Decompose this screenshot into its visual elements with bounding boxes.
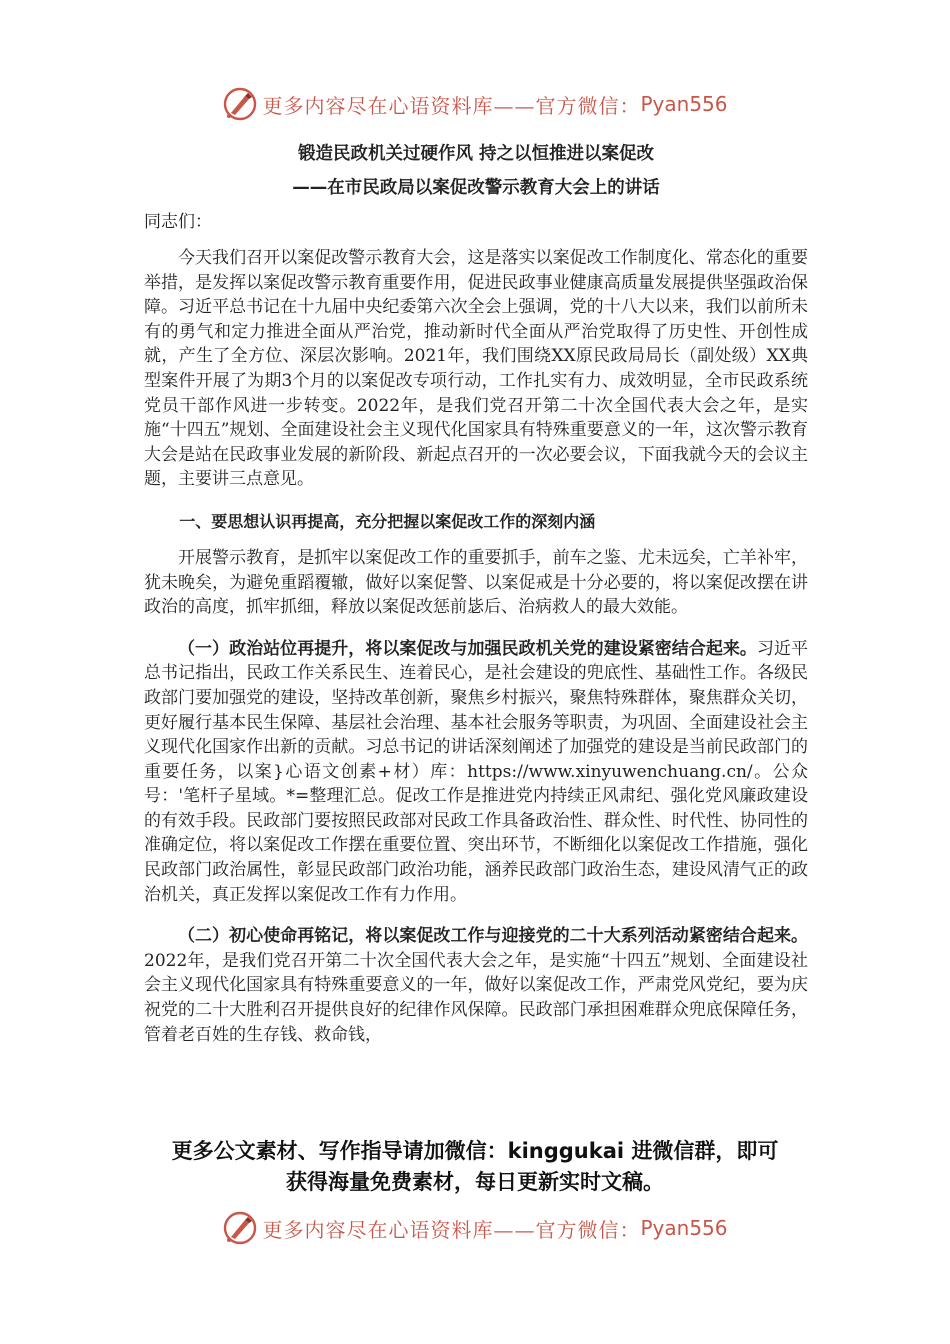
subsection-2-body: 2022年，是我们党召开第二十次全国代表大会之年，是实施“十四五”规划、全面建设社会主义现代化国家具有特殊重要意义的一年，做好以案促改工作，严肃党风党纪，要为庆祝党的二十大胜利召开提供良好的纪律作风保障。民政部门承担困难群众兜底保障任务，管着老百姓的生存钱、救命钱， <box>144 950 808 1045</box>
greeting: 同志们： <box>144 212 212 232</box>
subsection-1-lead: （一）政治站位再提升，将以案促改与加强民政机关党的建设紧密结合起来。 <box>178 638 757 659</box>
subsection-1-body: 习近平总书记指出，民政工作关系民生、连着民心，是社会建设的兜底性、基础性工作。各级民政部门要加强党的建设，坚持改革创新，聚焦乡村振兴，聚焦特殊群体，聚焦群众关切，更好履行基本民生保障、基层社会治理、基本社会服务等职责，为巩固、全面建设社会主义现代化国家作出新的贡献。习总书记的讲话深刻阐述了加强党的建设是当前民政部门的重要任务，以案}心语文创素+材）库：https://www.xinyuwenchuang.cn/。公众号：'笔杆子星域。*=整理汇总。促改工作是推进党内持续正风肃纪、强化党风廉政建设的有效手段。民政部门要按照民政部对民政工作具备政治性、群众性、时代性、协同性的准确定位，将以案促改工作摆在重要位置、突出环节，不断细化以案促改工作措施，强化民政部门政治属性，彰显民政部门政治功能，涵养民政部门政治生态，建设风清气正的政治机关，真正发挥以案促改工作有力作用。 <box>144 638 809 905</box>
section-1-paragraph: 开展警示教育，是抓牢以案促改工作的重要抓手，前车之鉴、尤未远矣，亡羊补牢，犹未晚矣，为避免重蹈覆辙，做好以案促警、以案促戒是十分必要的，将以案促改摆在讲政治的高度，抓牢抓细，释放以案促改惩前毖后、治病救人的最大效能。 <box>144 547 808 618</box>
document-body <box>144 138 808 1064</box>
banner-text: 更多内容尽在心语资料库——官方微信： <box>262 93 641 118</box>
pen-nib-logo-icon <box>222 1210 258 1246</box>
footer-banner <box>0 1208 950 1248</box>
banner-text: 更多内容尽在心语资料库——官方微信： <box>262 1217 641 1242</box>
promo-line-1: 更多公文素材、写作指导请加微信：kinggukai 进微信群，即可 <box>171 1139 779 1163</box>
document-title: 锻造民政机关过硬作风 持之以恒推进以案促改 <box>297 144 655 164</box>
banner-contact: Pyan556 <box>640 92 728 116</box>
section-1-heading: 一、要思想认识再提高，充分把握以案促改工作的深刻内涵 <box>179 511 596 531</box>
document-subtitle: ——在市民政局以案促改警示教育大会上的讲话 <box>292 178 660 198</box>
subsection-2-lead: （二）初心使命再铭记，将以案促改工作与迎接党的二十大系列活动紧密结合起来。 <box>178 926 808 947</box>
header-banner <box>0 84 950 124</box>
subsection-1-paragraph <box>144 637 808 908</box>
subsection-2-paragraph <box>144 924 808 1047</box>
promo-line-2: 获得海量免费素材，每日更新实时文稿。 <box>286 1170 664 1194</box>
pen-nib-logo-icon <box>222 86 258 122</box>
promo-notice <box>0 1136 950 1198</box>
intro-paragraph: 今天我们召开以案促改警示教育大会，这是落实以案促改工作制度化、常态化的重要举措，是发挥以案促改警示教育重要作用，促进民政事业健康高质量发展提供坚强政治保障。习近平总书记在十九届中央纪委第六次全会上强调，党的十八大以来，我们以前所未有的勇气和定力推进全面从严治党，推动新时代全面从严治党取得了历史性、开创性成就，产生了全方位、深层次影响。2021年，我们围绕XX原民政局局长（副处级）XX典型案件开展了为期3个月的以案促改专项行动，工作扎实有力、成效明显，全市民政系统党员干部作风进一步转变。2022年，是我们党召开第二十次全国代表大会之年，是实施“十四五”规划、全面建设社会主义现代化国家具有特殊重要意义的一年，这次警示教育大会是站在民政事业发展的新阶段、新起点召开的一次必要会议，下面我就今天的会议主题，主要讲三点意见。 <box>144 248 808 490</box>
banner-contact: Pyan556 <box>640 1216 728 1240</box>
